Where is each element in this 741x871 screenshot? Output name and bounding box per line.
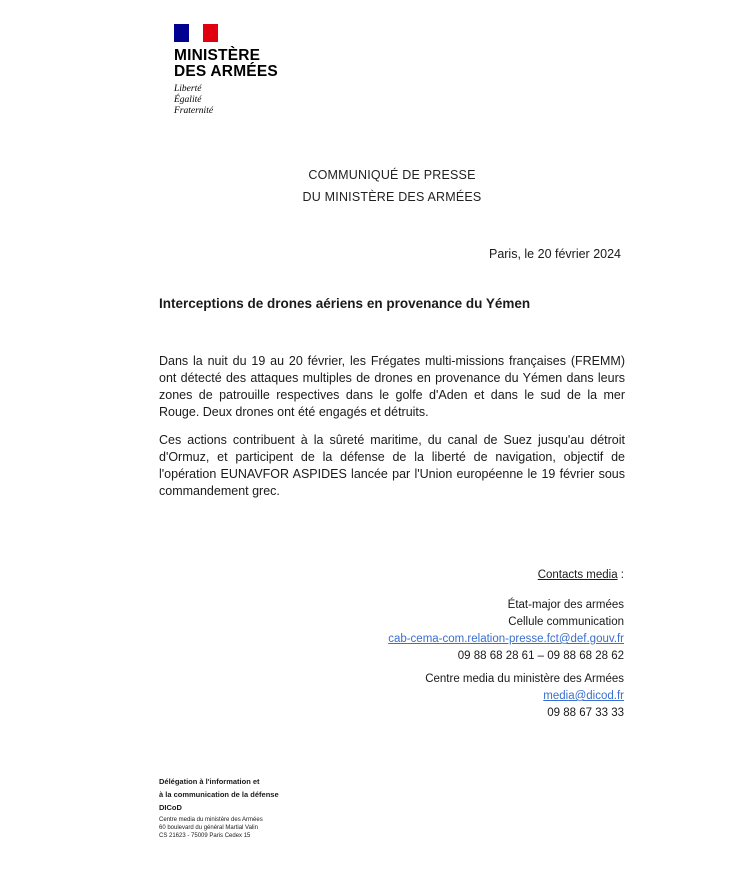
date-line: Paris, le 20 février 2024 (488, 247, 621, 261)
ministry-name-line2: DES ARMÉES (174, 63, 278, 80)
contact-media-center: Centre media du ministère des Armées (425, 673, 624, 685)
republic-motto (174, 84, 304, 117)
footer-address-2: 60 boulevard du général Martial Valin (159, 825, 258, 831)
contact-phone-2: 09 88 67 33 33 (547, 707, 624, 719)
footer-line-3: DICoD (159, 803, 182, 812)
body-paragraph-1: Dans la nuit du 19 au 20 février, les Frégates multi-missions françaises (FREMM) ont détecté des attaques multiples de drones en provenance du Yémen dans leurs zones de patrouille respectives dans le golfe d'Aden et dans le sud de la mer Rouge. Deux drones ont été engagés et détruits. (159, 354, 625, 419)
footer-address-3: CS 21623 - 75009 Paris Cedex 15 (159, 833, 251, 839)
motto-fraternite: Fraternité (174, 106, 214, 116)
body-paragraph-2: Ces actions contribuent à la sûreté maritime, du canal de Suez jusqu'au détroit d'Ormuz, et participent de la défense de la liberté de navigation, objectif de l'opération EUNAVFOR ASPIDES lancée par l'Union européenne le 19 février sous commandement grec. (159, 433, 625, 498)
motto-liberte: Liberté (174, 84, 202, 94)
contacts-block (388, 567, 624, 722)
footer-line-1: Délégation à l'information et (159, 777, 260, 786)
contacts-heading (388, 567, 624, 584)
contacts-heading-label: Contacts media (537, 569, 618, 581)
ministry-name (174, 48, 304, 80)
footer-block (159, 775, 279, 840)
contact-emf: État-major des armées (507, 599, 624, 611)
contact-cell: Cellule communication (508, 616, 624, 628)
document-type-line1: COMMUNIQUÉ DE PRESSE (308, 168, 476, 182)
press-release-title: Interceptions de drones aériens en provenance du Yémen (159, 296, 531, 311)
motto-egalite: Égalité (174, 95, 202, 105)
ministry-logo (174, 24, 304, 117)
contact-phones-1: 09 88 68 28 61 – 09 88 68 28 62 (457, 650, 624, 662)
french-flag-icon (174, 24, 218, 42)
ministry-name-line1: MINISTÈRE (174, 47, 261, 64)
contacts-heading-colon: : (617, 569, 624, 581)
contact-email-link-2[interactable]: media@dicod.fr (543, 690, 624, 702)
footer-line-2: à la communication de la défense (159, 790, 279, 799)
document-type-line2: DU MINISTÈRE DES ARMÉES (302, 190, 482, 204)
footer-address-1: Centre media du ministère des Armées (159, 817, 263, 823)
contact-email-link-1[interactable]: cab-cema-com.relation-presse.fct@def.gouv.fr (388, 633, 624, 645)
